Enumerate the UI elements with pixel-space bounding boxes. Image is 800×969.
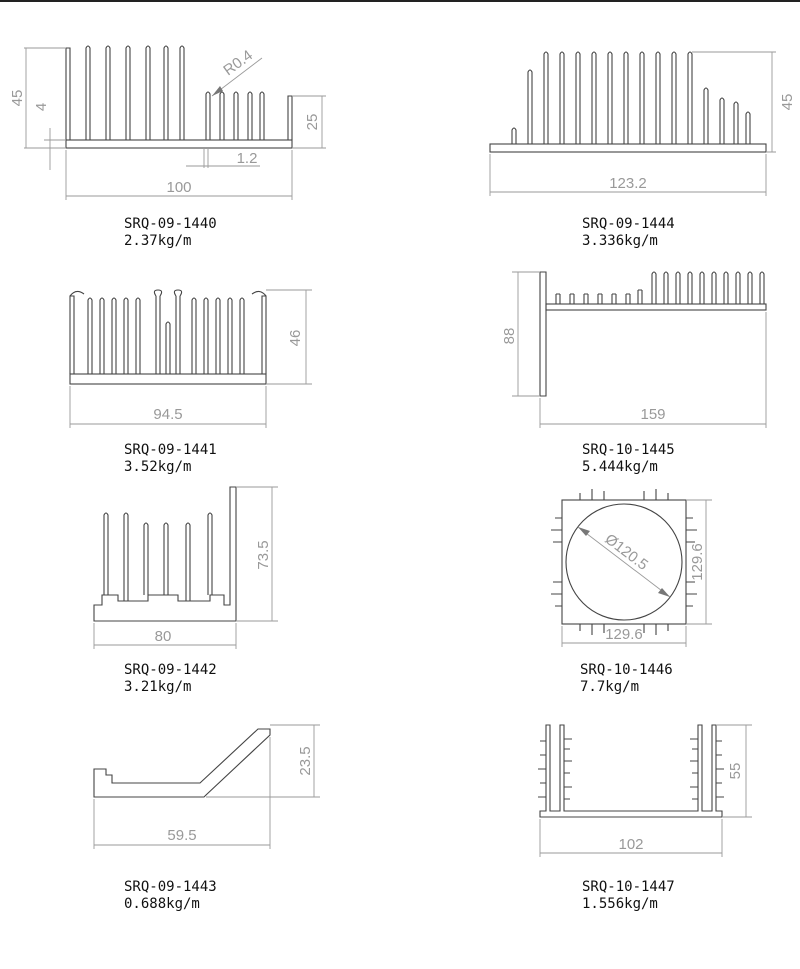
model-number: SRQ-10-1445 — [582, 442, 675, 458]
model-number: SRQ-09-1443 — [124, 879, 217, 895]
dimension-lines — [540, 725, 752, 857]
dim-width: 100 — [166, 179, 192, 196]
model-number: SRQ-10-1446 — [580, 662, 673, 678]
model-number: SRQ-09-1442 — [124, 662, 217, 678]
dimension-labels — [501, 328, 666, 423]
dim-height: 55 — [727, 762, 744, 780]
dim-height: 23.5 — [297, 746, 314, 776]
dimension-labels — [167, 746, 314, 844]
model-number: SRQ-09-1441 — [124, 442, 217, 458]
dim-radius: R0.4 — [220, 46, 256, 80]
dim-width: 102 — [618, 836, 644, 853]
dimension-lines — [70, 290, 312, 428]
weight: 1.556kg/m — [582, 896, 658, 912]
caption — [582, 442, 675, 476]
caption — [582, 216, 675, 250]
profile-srq-09-1443 — [0, 707, 400, 969]
weight: 3.52kg/m — [124, 459, 192, 475]
dim-width: 123.2 — [609, 175, 647, 192]
profile-drawing-1443 — [0, 707, 400, 969]
dim-height: 73.5 — [255, 540, 272, 570]
dimension-labels — [618, 763, 744, 853]
model-number: SRQ-09-1440 — [124, 216, 217, 232]
dim-width: 94.5 — [153, 406, 183, 423]
dim-side: 25 — [304, 113, 321, 131]
dim-diameter: Ø120.5 — [601, 530, 652, 574]
profile-srq-10-1446 — [400, 485, 800, 707]
profile-srq-09-1442 — [0, 485, 400, 707]
dim-height: 45 — [779, 93, 796, 111]
dim-height: 45 — [9, 89, 26, 107]
caption — [124, 216, 217, 250]
dimension-labels — [609, 94, 796, 192]
dimension-lines — [94, 725, 320, 849]
dim-height: 88 — [501, 327, 518, 345]
weight: 5.444kg/m — [582, 459, 658, 475]
heatsink-outline — [490, 52, 766, 152]
heatsink-outline — [70, 290, 266, 384]
model-number: SRQ-09-1444 — [582, 216, 675, 232]
profile-srq-09-1444 — [400, 0, 800, 260]
heatsink-outline — [540, 272, 766, 396]
dim-width: 159 — [640, 406, 666, 423]
dim-base: 4 — [33, 102, 50, 112]
caption — [124, 442, 217, 476]
heatsink-outline — [538, 725, 724, 817]
heatsink-outline — [94, 487, 236, 621]
profile-srq-09-1440 — [0, 0, 400, 260]
profile-srq-09-1441 — [0, 260, 400, 485]
dimension-labels — [155, 540, 272, 645]
dim-height: 129.6 — [689, 543, 706, 581]
weight: 0.688kg/m — [124, 896, 200, 912]
dimension-lines — [24, 48, 326, 200]
profile-srq-10-1447 — [400, 707, 800, 969]
dim-width: 129.6 — [605, 626, 643, 643]
caption — [582, 879, 675, 913]
profile-srq-10-1445 — [400, 260, 800, 485]
dimension-labels — [9, 47, 321, 196]
dim-gap: 1.2 — [236, 150, 258, 167]
weight: 3.21kg/m — [124, 679, 192, 695]
weight: 3.336kg/m — [582, 233, 658, 249]
dim-width: 59.5 — [167, 827, 197, 844]
caption — [124, 662, 217, 696]
caption — [580, 662, 673, 696]
dim-height: 46 — [287, 329, 304, 347]
caption — [124, 879, 217, 913]
dimension-labels — [602, 531, 706, 643]
dim-width: 80 — [154, 628, 172, 645]
profile-drawing-1447 — [400, 707, 800, 969]
weight: 2.37kg/m — [124, 233, 192, 249]
model-number: SRQ-10-1447 — [582, 879, 675, 895]
heatsink-outline — [94, 729, 270, 797]
weight: 7.7kg/m — [580, 679, 640, 695]
